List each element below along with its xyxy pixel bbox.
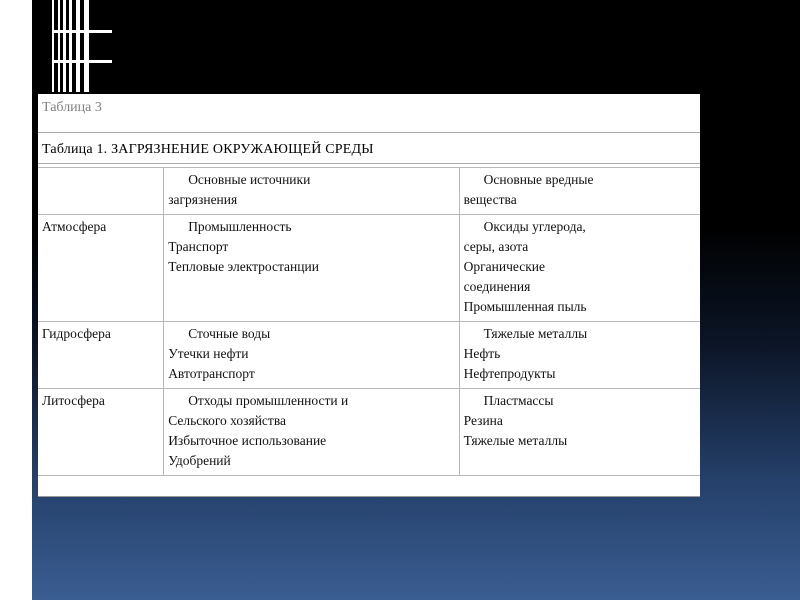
substances-cell [459, 215, 700, 322]
sources-cell [164, 322, 459, 389]
sphere-name: Гидросфера [42, 326, 111, 341]
sphere-name: Атмосфера [42, 219, 107, 234]
header-text: вещества [463, 192, 517, 207]
substance-item: серы, азота [463, 239, 529, 254]
divider [38, 163, 700, 164]
table-caption: Таблица 3 [42, 100, 102, 115]
header-text: Основные источники [188, 172, 311, 187]
header-cell-sources [164, 168, 459, 215]
source-item: Автотранспорт [168, 366, 255, 381]
sphere-cell [38, 215, 164, 322]
header-text: загрязнения [168, 192, 238, 207]
sources-cell [164, 389, 459, 476]
header-cell-substances [459, 168, 700, 215]
source-item: Тепловые электростанции [168, 259, 319, 274]
source-item: Избыточное использование [168, 433, 327, 448]
pollution-table [38, 167, 700, 476]
sphere-name: Литосфера [42, 393, 105, 408]
substance-item: Нефтепродукты [463, 366, 556, 381]
substances-cell [459, 322, 700, 389]
substance-item: Органические [463, 259, 545, 274]
substance-item: соединения [463, 279, 531, 294]
table-row [38, 389, 700, 476]
decorative-bar [52, 60, 112, 63]
sphere-cell [38, 322, 164, 389]
document-panel [38, 94, 700, 497]
substance-item: Нефть [463, 346, 501, 361]
source-item: Транспорт [168, 239, 229, 254]
slide-background [32, 0, 800, 600]
source-item: Удобрений [168, 453, 231, 468]
substances-cell [459, 389, 700, 476]
source-item: Сельского хозяйства [168, 413, 287, 428]
substance-item: Резина [463, 413, 503, 428]
substance-item: Оксиды углерода, [483, 219, 586, 234]
header-cell-empty [38, 168, 164, 215]
header-text: Основные вредные [483, 172, 594, 187]
source-item: Утечки нефти [168, 346, 249, 361]
sphere-cell [38, 389, 164, 476]
substance-item: Пластмассы [483, 393, 554, 408]
substance-item: Тяжелые металлы [483, 326, 588, 341]
table-title: Таблица 1. ЗАГРЯЗНЕНИЕ ОКРУЖАЮЩЕЙ СРЕДЫ [42, 142, 374, 157]
table-header-row [38, 168, 700, 215]
substance-item: Промышленная пыль [463, 299, 587, 314]
substance-item: Тяжелые металлы [463, 433, 568, 448]
table-row [38, 322, 700, 389]
decorative-bar [52, 30, 112, 33]
sources-cell [164, 215, 459, 322]
source-item: Промышленность [188, 219, 292, 234]
divider [38, 132, 700, 133]
source-item: Сточные воды [188, 326, 271, 341]
table-row [38, 215, 700, 322]
source-item: Отходы промышленности и [188, 393, 349, 408]
